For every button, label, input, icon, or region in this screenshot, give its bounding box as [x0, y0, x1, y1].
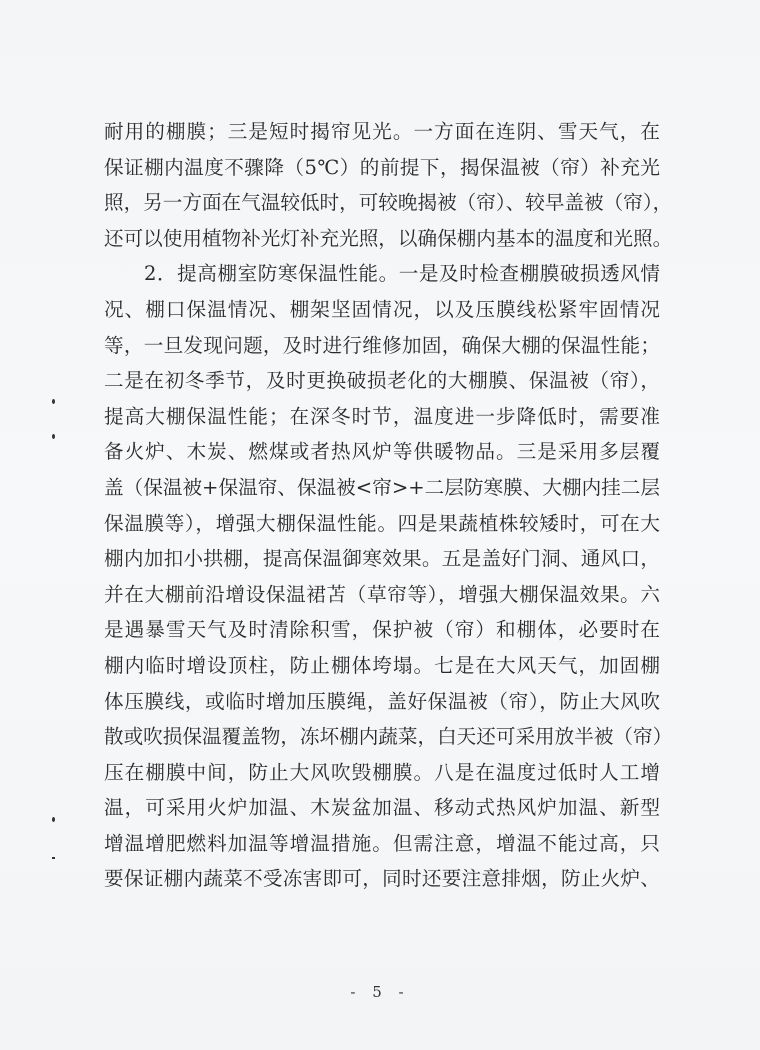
text-line: 况、棚口保温情况、棚架坚固情况，以及压膜线松紧牢固情况 — [104, 297, 660, 321]
binding-mark — [52, 857, 55, 859]
text-line: 是遇暴雪天气及时清除积雪，保护被（帘）和棚体，必要时在 — [104, 618, 660, 642]
page-number: - 5 - — [350, 983, 410, 1001]
text-line: 备火炉、木炭、燃煤或者热风炉等供暖物品。三是采用多层覆 — [104, 440, 660, 464]
binding-mark — [52, 434, 55, 439]
text-line: 还可以使用植物补光灯补充光照，以确保棚内基本的温度和光照。 — [104, 226, 673, 250]
text-line: 保温膜等），增强大棚保温性能。四是果蔬植株较矮时，可在大 — [104, 511, 660, 535]
text-line: 散或吹损保温覆盖物，冻坏棚内蔬菜，白天还可采用放半被（帘） — [104, 725, 673, 749]
text-line: 盖（保温被+保温帘、保温被<帘>+二层防寒膜、大棚内挂二层 — [104, 475, 660, 499]
text-line: 等，一旦发现问题，及时进行维修加固，确保大棚的保温性能； — [104, 333, 660, 357]
text-line: 要保证棚内蔬菜不受冻害即可，同时还要注意排烟，防止火炉、 — [104, 867, 660, 891]
text-line: 并在大棚前沿增设保温裙苫（草帘等），增强大棚保温效果。六 — [104, 582, 660, 606]
binding-mark — [52, 817, 55, 822]
text-line: 2．提高棚室防寒保温性能。一是及时检查棚膜破损透风情 — [144, 262, 660, 286]
text-line: 棚内临时增设顶柱，防止棚体垮塌。七是在大风天气，加固棚 — [104, 653, 660, 677]
text-line: 温，可采用火炉加温、木炭盆加温、移动式热风炉加温、新型 — [104, 796, 660, 820]
text-line: 二是在初冬季节，及时更换破损老化的大棚膜、保温被（帘）， — [104, 369, 660, 393]
text-line: 提高大棚保温性能；在深冬时节，温度进一步降低时，需要准 — [104, 404, 660, 428]
body-text — [104, 114, 673, 897]
text-line: 保证棚内温度不骤降（5℃）的前提下，揭保温被（帘）补充光 — [104, 155, 660, 179]
text-line: 耐用的棚膜；三是短时揭帘见光。一方面在连阴、雪天气，在 — [104, 120, 660, 143]
text-line: 体压膜线，或临时增加压膜绳，盖好保温被（帘），防止大风吹 — [104, 689, 660, 713]
binding-mark — [52, 399, 55, 404]
text-line: 增温增肥燃料加温等增温措施。但需注意，增温不能过高，只 — [104, 831, 660, 855]
text-line: 照，另一方面在气温较低时，可较晚揭被（帘）、较早盖被（帘）， — [104, 191, 673, 215]
text-line: 棚内加扣小拱棚，提高保温御寒效果。五是盖好门洞、通风口， — [104, 547, 660, 571]
text-line: 压在棚膜中间，防止大风吹毁棚膜。八是在温度过低时人工增 — [104, 760, 660, 784]
